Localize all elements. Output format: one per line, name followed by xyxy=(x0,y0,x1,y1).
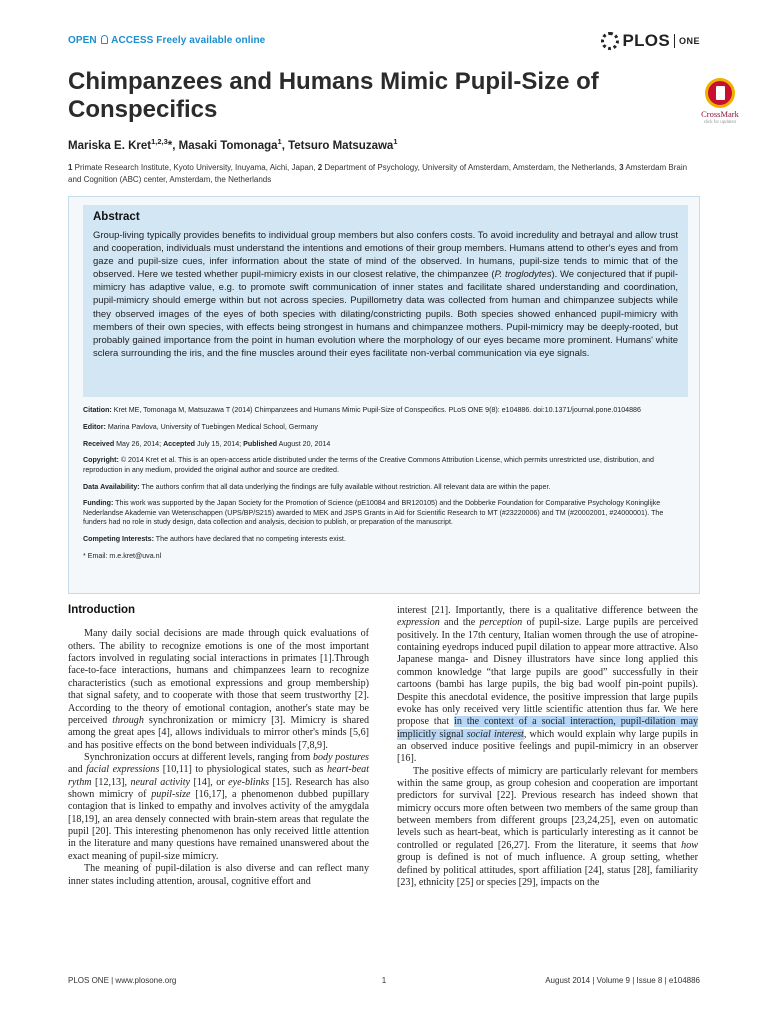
open-lock-icon xyxy=(101,35,108,44)
abstract-text: Group-living typically provides benefits to individual group members but also confers costs. To avoid incredulity and betrayal and allow trust and cooperation, individuals must understand the intentions and emotions of their group members. Humans attend to other's eyes and from gaze and pupil-size cues, infer information about the state of mind of the observed. In humans, pupil-size tends to mimic that of the observed. Here we tested whether pupil-mimicry exists in our closest relative, the chimpanzee (P. troglodytes). We conjectured that if pupil-mimicry has adaptive value, e.g. to promote swift communication of inner states and facilitate shared understanding and coordination, pupil-mimicry should emerge within but not across species. Pupillometry data was collected from human and chimpanzee subjects while they observed images of the eyes of both species with dilating/constricting pupils. Both species showed enhanced pupil-mimicry with members of their own species, with effects being strongest in humans and chimpanzee mothers. Pupil-mimicry may be deeply-rooted, but probably gained importance from the point in human evolution where the morphology of our eyes became more prominent. Humans' white sclera surrounding the iris, and the fine muscles around their eyes facilitate non-verbal communication via eye signals. xyxy=(93,230,678,359)
abstract-panel xyxy=(83,205,688,397)
corresponding-email[interactable]: * Email: m.e.kret@uva.nl xyxy=(83,551,162,560)
author-name[interactable]: , Tetsuro Matsuzawa xyxy=(281,139,394,152)
body-column-right xyxy=(397,605,698,889)
crossmark-badge[interactable]: CrossMark click for updates xyxy=(694,78,746,124)
editor: Editor: Marina Pavlova, University of Tuebingen Medical School, Germany xyxy=(83,422,318,431)
affiliations: 1 Primate Research Institute, Kyoto University, Inuyama, Aichi, Japan, 2 Department of Psychology, University of Amsterdam, Amsterdam, the Netherlands, 3 Amsterdam Brain and Cognition (ABC) center, Amsterdam, the Netherlands xyxy=(68,163,688,184)
page-footer xyxy=(68,976,700,988)
dates: Received May 26, 2014; Accepted July 15, 2014; Published August 20, 2014 xyxy=(83,439,331,448)
plos-logo-icon xyxy=(601,32,619,50)
open-access-banner[interactable]: OPEN ACCESS Freely available online xyxy=(68,35,266,46)
footer-issue: August 2014 | Volume 9 | Issue 8 | e104886 xyxy=(545,976,700,985)
text-selection-highlight[interactable]: in the context of a social interaction, pupil-dilation may implicitly signal social interest xyxy=(397,716,699,740)
copyright: Copyright: © 2014 Kret et al. This is an open-access article distributed under the terms of the Creative Commons Attribution License, which permits unrestricted use, distribution, and reproduction in any medium, provided the original author and source are credited. xyxy=(83,456,654,474)
body-paragraph: interest [21]. Importantly, there is a qualitative difference between the expression and the perception of pupil-size. Large pupils are perceived positively. In the 17th century, Italian women through the use of atropine-containing eyedrops induced pupil dilation to appear more attractive. Also Japanese manga- and Disney illustrators have since long applied this common knowledge “that large pupils are good” successfully in their cartoons (bambi has large pupils, the big bad woolf pin-point pupils). Despite this anecdotal evidence, the positive impression that large pupils evoke has only received very little scientific attention thus far. We here propose that in the context of a social interaction, pupil-dilation may implicitly signal social interest, which would explain why large pupils in an observed induce positive feelings and pupil-mimicry in an observer [16]. xyxy=(397,605,699,765)
body-paragraph: The meaning of pupil-dilation is also diverse and can reflect many inner states including attention, arousal, cognitive effort and xyxy=(68,863,369,887)
article-title: Chimpanzees and Humans Mimic Pupil-Size of Conspecifics xyxy=(68,68,599,123)
body-paragraph: The positive effects of mimicry are particularly relevant for members within the same group, as group cohesion and cooperation are important predictors for survival [22]. Previous research has indeed shown that mimicry occurs more often between two members of the same group than between members from different groups [23,24,25], even on automatic levels such as heart-beat, which is particularly interesting as it cannot be controlled or regulated [26,27]. From the literature, it seems that how group is defined is not of much influence. A group setting, whether defined by political attitudes, sport affiliation [24], status [28], familiarity [23], ethnicity [25] or species [29], impacts on the xyxy=(397,765,698,888)
author-name[interactable]: Mariska E. Kret xyxy=(68,139,152,152)
logo-divider xyxy=(674,34,675,48)
author-name[interactable]: , Masaki Tomonaga xyxy=(172,139,278,152)
competing-interests: Competing Interests: The authors have declared that no competing interests exist. xyxy=(83,535,346,543)
section-heading-introduction: Introduction xyxy=(68,604,136,616)
crossmark-icon xyxy=(705,78,735,108)
plos-one-logo[interactable]: PLOS ONE xyxy=(601,30,700,52)
body-paragraph: Many daily social decisions are made through quick evaluations of others. The ability to recognize emotions is one of the most important factors involved in regulating social interactions in primates [1].Through face-to-face interactions, humans and chimpanzees learn to recognize characteristics (such as emotional expressions and group membership) that signal safety, and to cooperate with those that seem trustworthy [2]. According to the theory of emotional contagion, another's state may be perceived through synchronization or mimicry [3]. Mimicry is shared among the great apes [4], allows individuals to mirror other's minds [5,6] and has positive effects on the bond between individuals [7,8,9]. xyxy=(68,628,369,751)
journal-header xyxy=(68,30,700,52)
funding: Funding: This work was supported by the Japan Society for the Promotion of Science (pE10084 and BR120105) and the Dobberke Foundation for Comparative Psychology Koninglijke Nederlandse Akademie van Wetenschappen (UPS/BP/S215) awarded to MEK and JSPS Grants in Aid for Scientific Research to MT (#23220006) and TM (#20002001, #24000001). The funders had no role in study design, data collection and analysis, decision to publish, or preparation of the manuscript. xyxy=(83,499,664,527)
data-availability: Data Availability: The authors confirm that all data underlying the findings are fully available without restriction. All relevant data are within the paper. xyxy=(83,482,551,491)
author-list: Mariska E. Kret$^{1,2,3}$*, Masaki Tomonaga$^1$, Tetsuro Matsuzawa$^1$ xyxy=(68,137,398,152)
body-paragraph: Synchronization occurs at different levels, ranging from body postures and facial expressions [10,11] to physiological states, such as heart-beat rythm [12,13], neural activity [14], or eye-blinks [15]. Research has also shown mimicry of pupil-size [16,17], a phenomenon dubbed pupillary contagion that is linked to empathy and involves activity of the amygdala [18,19], an area densely connected with brain-stem areas that regulate the pupil [20]. This interesting phenomenon has only received little attention in the literature and many questions have remained unanswered about the exact meaning of pupil-size mimicry. xyxy=(68,751,369,862)
article-metadata xyxy=(83,406,688,569)
footer-journal[interactable]: PLOS ONE | www.plosone.org xyxy=(68,976,177,985)
page-number: 1 xyxy=(381,976,387,985)
abstract-heading: Abstract xyxy=(93,211,140,223)
article-info-box xyxy=(68,196,700,594)
citation: Citation: Kret ME, Tomonaga M, Matsuzawa T (2014) Chimpanzees and Humans Mimic Pupil-Size of Conspecifics. PLoS ONE 9(8): e104886. doi:10.1371/journal.pone.0104886 xyxy=(83,406,641,414)
body-column-left xyxy=(68,604,369,888)
